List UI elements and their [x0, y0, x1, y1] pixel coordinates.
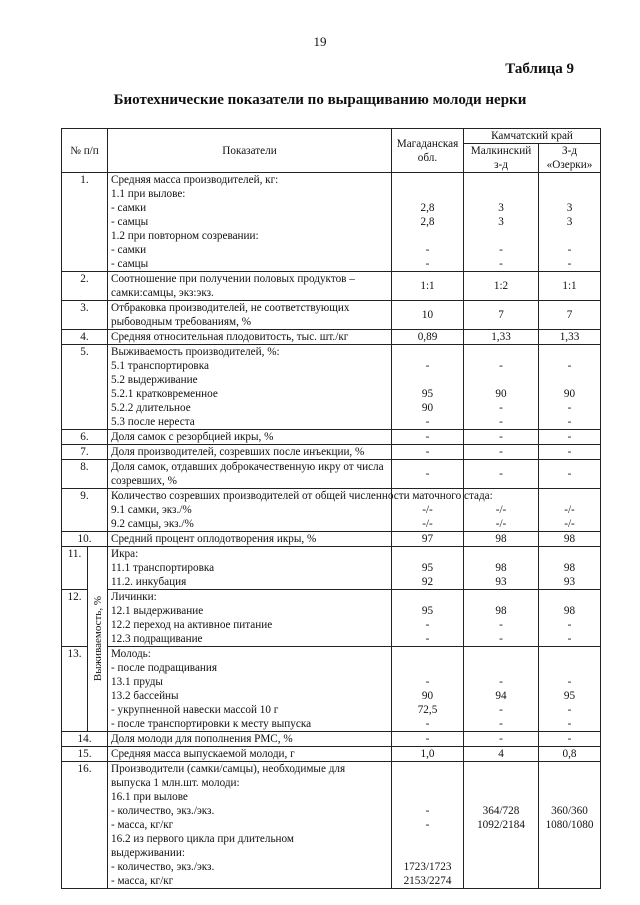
- magadan-value: [392, 762, 464, 889]
- cell-value: [392, 590, 463, 604]
- ozerki-value: [539, 747, 601, 762]
- cell-value: 3: [498, 202, 504, 214]
- magadan-value: [392, 547, 464, 590]
- table-row: [62, 762, 601, 889]
- indicator-cell: [108, 301, 392, 330]
- cell-value: [464, 187, 538, 201]
- header-magadan-line: Магаданская: [396, 137, 459, 150]
- indicator-cell: [108, 430, 392, 445]
- indicator-line: Молодь:: [111, 648, 151, 660]
- cell-value: -: [499, 446, 503, 458]
- cell-value: -: [567, 258, 572, 270]
- header-indicators: Показатели: [108, 129, 392, 173]
- row-number: 9.: [62, 489, 108, 532]
- indicator-line: Икра:: [111, 548, 139, 560]
- cell-value: 94: [495, 690, 507, 702]
- cell-value: [539, 860, 600, 874]
- indicator-cell: [108, 330, 392, 345]
- table-row: [62, 532, 601, 547]
- cell-value: 72,5: [417, 704, 438, 716]
- malkinsky-value: [464, 647, 539, 732]
- indicator-line: Выживаемость производителей, %:: [111, 346, 280, 358]
- cell-value: 1,33: [491, 331, 511, 343]
- cell-value: [539, 874, 600, 888]
- indicator-cell: [108, 173, 392, 272]
- row-number: 1.: [62, 173, 108, 272]
- cell-value: 3: [498, 216, 504, 228]
- indicator-cell: [108, 445, 392, 460]
- cell-value: [392, 345, 463, 359]
- cell-value: [392, 229, 463, 243]
- cell-value: 3: [566, 216, 573, 228]
- cell-value: 98: [563, 533, 576, 545]
- cell-value: 4: [498, 748, 504, 760]
- indicator-line: 9.2 самцы, экз./%: [111, 518, 194, 530]
- row-number: 13.: [62, 647, 88, 732]
- indicator-line: 5.2.2 длительное: [111, 402, 191, 414]
- indicator-line: 16.1 при вылове: [111, 791, 188, 803]
- cell-value: [464, 173, 538, 187]
- ozerki-value: [539, 173, 601, 272]
- cell-value: -/-: [495, 504, 507, 516]
- magadan-value: [392, 430, 464, 445]
- cell-value: [539, 790, 600, 804]
- cell-value: [539, 547, 600, 561]
- cell-value: [539, 762, 600, 776]
- cell-value: [539, 661, 600, 675]
- row-number: 5.: [62, 345, 108, 430]
- cell-value: 1092/2184: [477, 819, 525, 831]
- cell-value: -: [425, 619, 430, 631]
- cell-value: [539, 229, 600, 243]
- cell-value: [464, 590, 538, 604]
- magadan-value: [392, 532, 464, 547]
- row-number: 6.: [62, 430, 108, 445]
- indicator-line: 1.2 при повторном созревании:: [111, 230, 259, 242]
- cell-value: -: [567, 360, 572, 372]
- table-row: [62, 272, 601, 301]
- cell-value: [464, 547, 538, 561]
- malkinsky-value: [464, 445, 539, 460]
- cell-value: [392, 373, 463, 387]
- table-row: [62, 647, 601, 732]
- cell-value: -: [425, 244, 430, 256]
- cell-value: 95: [421, 605, 434, 617]
- malkinsky-value: [464, 762, 539, 889]
- cell-value: [392, 661, 463, 675]
- ozerki-value: [539, 330, 601, 345]
- cell-value: [539, 832, 600, 846]
- header-magadan: [392, 129, 464, 173]
- indicator-line: - укрупненной навески массой 10 г: [111, 704, 279, 716]
- ozerki-value: [539, 345, 601, 430]
- indicator-line: - количество, экз./экз.: [111, 861, 215, 873]
- row-number: 4.: [62, 330, 108, 345]
- cell-value: 1:1: [420, 280, 435, 292]
- survival-group-label: [88, 547, 108, 732]
- indicator-line: - количество, экз./экз.: [111, 805, 215, 817]
- cell-value: [392, 547, 463, 561]
- indicator-line: Доля самок, отдавших доброкачественную икру от числа созревших, %: [111, 461, 384, 487]
- table-row: [62, 747, 601, 762]
- cell-value: 90: [495, 388, 507, 400]
- cell-value: 1080/1080: [545, 819, 594, 831]
- indicator-line: Доля самок с резорбцией икры, %: [111, 431, 274, 443]
- indicator-cell: [108, 747, 392, 762]
- table-row: [62, 330, 601, 345]
- cell-value: -: [499, 402, 503, 414]
- cell-value: [392, 762, 463, 776]
- cell-value: -: [567, 244, 572, 256]
- magadan-value: [392, 747, 464, 762]
- indicator-line: Средняя относительная плодовитость, тыс. шт./кг: [111, 331, 349, 343]
- cell-value: 2153/2274: [403, 875, 452, 887]
- ozerki-value: [539, 532, 601, 547]
- cell-value: [392, 832, 463, 846]
- indicator-cell: [108, 532, 392, 547]
- cell-value: -: [499, 676, 503, 688]
- indicator-line: выдерживании:: [111, 847, 185, 859]
- cell-value: -: [425, 633, 430, 645]
- header-num: № п/п: [62, 129, 108, 173]
- cell-value: [539, 647, 600, 661]
- cell-value: [464, 846, 538, 860]
- malkinsky-value: [464, 532, 539, 547]
- indicator-cell: [108, 345, 392, 430]
- indicator-line: - масса, кг/кг: [111, 819, 174, 831]
- indicator-cell: [108, 547, 392, 590]
- cell-value: 1,0: [420, 748, 435, 760]
- table-row: [62, 345, 601, 430]
- row-number: 11.: [62, 547, 88, 590]
- malkinsky-value: [464, 547, 539, 590]
- ozerki-value: [539, 547, 601, 590]
- cell-value: [392, 846, 463, 860]
- cell-value: 360/360: [551, 805, 588, 817]
- cell-value: -: [567, 619, 572, 631]
- cell-value: [392, 187, 463, 201]
- header-malkinsky: Малкинский з-д: [464, 144, 539, 173]
- cell-value: [464, 345, 538, 359]
- malkinsky-value: [464, 747, 539, 762]
- indicator-line: Отбраковка производителей, не соответствующих рыбоводным требованиям, %: [111, 302, 350, 328]
- cell-value: -/-: [422, 518, 433, 530]
- indicator-line: Средняя масса выпускаемой молоди, г: [111, 748, 295, 760]
- cell-value: -: [567, 704, 572, 716]
- cell-value: -: [567, 416, 572, 428]
- row-number: 14.: [62, 732, 108, 747]
- magadan-value: [392, 460, 464, 489]
- header-ozerki: З-д «Озерки»: [539, 144, 601, 173]
- indicator-line: - после подращивания: [111, 662, 218, 674]
- cell-value: [464, 661, 538, 675]
- cell-value: [539, 489, 600, 503]
- cell-value: -: [499, 431, 503, 443]
- cell-value: -: [425, 676, 430, 688]
- ozerki-value: [539, 460, 601, 489]
- malkinsky-value: [464, 173, 539, 272]
- malkinsky-value: [464, 460, 539, 489]
- cell-value: -: [567, 446, 572, 458]
- indicator-line: 13.2 бассейны: [111, 690, 179, 702]
- table-row: [62, 547, 601, 590]
- table-label: Таблица 9: [505, 61, 574, 77]
- cell-value: -: [567, 733, 572, 745]
- cell-value: 90: [421, 690, 434, 702]
- cell-value: [464, 229, 538, 243]
- malkinsky-value: [464, 272, 539, 301]
- ozerki-value: [539, 762, 601, 889]
- row-number: 3.: [62, 301, 108, 330]
- malkinsky-value: [464, 301, 539, 330]
- ozerki-value: [539, 647, 601, 732]
- cell-value: 90: [563, 388, 576, 400]
- indicator-cell: [108, 732, 392, 747]
- cell-value: -/-: [564, 504, 575, 516]
- cell-value: 7: [498, 309, 504, 321]
- cell-value: [392, 776, 463, 790]
- cell-value: [464, 860, 538, 874]
- cell-value: [464, 373, 538, 387]
- indicator-line: - после транспортировки к месту выпуска: [111, 718, 312, 730]
- cell-value: 98: [563, 605, 576, 617]
- cell-value: 98: [495, 562, 507, 574]
- magadan-value: [392, 345, 464, 430]
- cell-value: 90: [421, 402, 434, 414]
- cell-value: -: [567, 633, 572, 645]
- indicator-line: выпуска 1 млн.шт. молоди:: [111, 777, 240, 789]
- table-row: [62, 430, 601, 445]
- cell-value: -/-: [422, 504, 433, 516]
- cell-value: -: [425, 416, 430, 428]
- magadan-value: [392, 590, 464, 647]
- cell-value: 1723/1723: [403, 861, 452, 873]
- cell-value: 364/728: [482, 805, 520, 817]
- cell-value: [539, 345, 600, 359]
- cell-value: -: [425, 360, 430, 372]
- cell-value: [392, 173, 463, 187]
- indicator-line: 5.1 транспортировка: [111, 360, 209, 372]
- cell-value: -: [425, 718, 430, 730]
- cell-value: -: [567, 676, 572, 688]
- cell-value: [539, 846, 600, 860]
- table-row: [62, 489, 601, 532]
- cell-value: [464, 790, 538, 804]
- cell-value: 1,33: [559, 331, 580, 343]
- malkinsky-value: [464, 732, 539, 747]
- indicator-line: 5.2 выдерживание: [111, 374, 198, 386]
- cell-value: 1:2: [493, 280, 509, 292]
- indicator-line: 12.1 выдерживание: [111, 605, 204, 617]
- cell-value: 95: [421, 562, 434, 574]
- indicator-cell: [108, 762, 392, 889]
- cell-value: 1:1: [562, 280, 577, 292]
- row-number: 15.: [62, 747, 108, 762]
- cell-value: [539, 173, 600, 187]
- table-row: [62, 173, 601, 272]
- cell-value: [464, 776, 538, 790]
- cell-value: 10: [421, 309, 434, 321]
- indicator-line: Средняя масса производителей, кг:: [111, 174, 279, 186]
- cell-value: 0,89: [417, 331, 438, 343]
- cell-value: [464, 762, 538, 776]
- indicator-line: Производители (самки/самцы), необходимые для: [111, 763, 346, 775]
- cell-value: -: [499, 718, 503, 730]
- indicator-line: 11.1 транспортировка: [111, 562, 215, 574]
- indicator-line: Доля молоди для пополнения РМС, %: [111, 733, 293, 745]
- cell-value: 0,8: [562, 748, 577, 760]
- indicator-line: Соотношение при получении половых продуктов – самки:самцы, экз:экз.: [111, 273, 355, 299]
- cell-value: -: [567, 431, 572, 443]
- cell-value: -: [499, 733, 503, 745]
- magadan-value: [392, 445, 464, 460]
- cell-value: [539, 776, 600, 790]
- cell-value: [539, 373, 600, 387]
- cell-value: -: [425, 819, 430, 831]
- indicator-line: 5.3 после нереста: [111, 416, 195, 428]
- cell-value: -: [499, 619, 503, 631]
- cell-value: -: [567, 718, 572, 730]
- table-row: [62, 590, 601, 647]
- cell-value: 93: [563, 576, 576, 588]
- indicator-line: 1.1 при вылове:: [111, 188, 186, 200]
- cell-value: 93: [495, 576, 507, 588]
- cell-value: [464, 647, 538, 661]
- malkinsky-value: [464, 430, 539, 445]
- indicator-line: 9.1 самки, экз./%: [111, 504, 192, 516]
- document-title: Биотехнические показатели по выращиванию молоди нерки: [113, 92, 527, 108]
- ozerki-value: [539, 489, 601, 532]
- table-row: [62, 301, 601, 330]
- magadan-value: [392, 330, 464, 345]
- indicator-line: Количество созревших производителей от общей численности маточного стада:: [111, 490, 493, 502]
- cell-value: 98: [495, 605, 507, 617]
- indicator-line: 12.2 переход на активное питание: [111, 619, 273, 631]
- cell-value: -: [499, 416, 503, 428]
- cell-value: -/-: [564, 518, 575, 530]
- cell-value: [464, 832, 538, 846]
- cell-value: -: [425, 468, 430, 480]
- cell-value: -: [499, 258, 503, 270]
- ozerki-value: [539, 445, 601, 460]
- indicator-line: 16.2 из первого цикла при длительном: [111, 833, 294, 845]
- magadan-value: [392, 732, 464, 747]
- indicator-line: 12.3 подращивание: [111, 633, 203, 645]
- row-number: 8.: [62, 460, 108, 489]
- cell-value: 98: [495, 533, 507, 545]
- indicator-line: - самцы: [111, 216, 149, 228]
- cell-value: -: [567, 468, 572, 480]
- row-number: 7.: [62, 445, 108, 460]
- cell-value: -: [425, 431, 430, 443]
- indicator-cell: [108, 590, 392, 647]
- magadan-value: [392, 173, 464, 272]
- indicator-cell: [108, 647, 392, 732]
- cell-value: 97: [421, 533, 434, 545]
- cell-value: 2,8: [420, 216, 435, 228]
- row-number: 2.: [62, 272, 108, 301]
- cell-value: -: [425, 733, 430, 745]
- indicator-line: 13.1 пруды: [111, 676, 163, 688]
- indicator-line: 11.2. инкубация: [111, 576, 187, 588]
- cell-value: -: [425, 446, 430, 458]
- cell-value: 2,8: [420, 202, 435, 214]
- indicator-line: 5.2.1 кратковременное: [111, 388, 218, 400]
- table-row: [62, 732, 601, 747]
- row-number: 16.: [62, 762, 108, 889]
- table-row: [62, 460, 601, 489]
- cell-value: [392, 647, 463, 661]
- row-number: 10.: [62, 532, 108, 547]
- cell-value: 95: [563, 690, 576, 702]
- survival-vertical-label: Выживаемость, %: [91, 596, 104, 682]
- cell-value: 98: [563, 562, 576, 574]
- cell-value: 3: [566, 202, 573, 214]
- cell-value: -: [499, 244, 503, 256]
- indicator-cell: [108, 489, 493, 532]
- magadan-value: [392, 301, 464, 330]
- cell-value: -: [499, 633, 503, 645]
- indicator-line: - масса, кг/кг: [111, 875, 174, 887]
- cell-value: -: [499, 704, 503, 716]
- magadan-value: [392, 272, 464, 301]
- malkinsky-value: [464, 330, 539, 345]
- indicator-line: Личинки:: [111, 591, 157, 603]
- indicator-line: - самки: [111, 202, 147, 214]
- cell-value: 95: [421, 388, 434, 400]
- cell-value: -: [425, 258, 430, 270]
- header-magadan-line: обл.: [417, 151, 438, 164]
- data-table: [61, 128, 601, 889]
- ozerki-value: [539, 732, 601, 747]
- indicator-line: Доля производителей, созревших после инъекции, %: [111, 446, 365, 458]
- cell-value: 7: [566, 309, 573, 321]
- cell-value: -: [425, 805, 430, 817]
- cell-value: -: [499, 468, 503, 480]
- cell-value: -: [499, 360, 503, 372]
- header-kamchatka: Камчатский край: [464, 129, 601, 144]
- malkinsky-value: [464, 590, 539, 647]
- ozerki-value: [539, 272, 601, 301]
- magadan-value: [392, 647, 464, 732]
- indicator-cell: [108, 272, 392, 301]
- ozerki-value: [539, 590, 601, 647]
- ozerki-value: [539, 430, 601, 445]
- indicator-line: - самки: [111, 244, 147, 256]
- malkinsky-value: [464, 345, 539, 430]
- indicator-line: - самцы: [111, 258, 149, 270]
- cell-value: -: [567, 402, 572, 414]
- indicator-cell: [108, 460, 392, 489]
- page-number: 19: [313, 34, 327, 49]
- table-row: [62, 445, 601, 460]
- cell-value: [539, 187, 600, 201]
- cell-value: [392, 790, 463, 804]
- row-number: 12.: [62, 590, 88, 647]
- cell-value: -/-: [495, 518, 507, 530]
- cell-value: [464, 874, 538, 888]
- ozerki-value: [539, 301, 601, 330]
- indicator-line: Средний процент оплодотворения икры, %: [111, 533, 317, 545]
- cell-value: [539, 590, 600, 604]
- cell-value: 92: [421, 576, 434, 588]
